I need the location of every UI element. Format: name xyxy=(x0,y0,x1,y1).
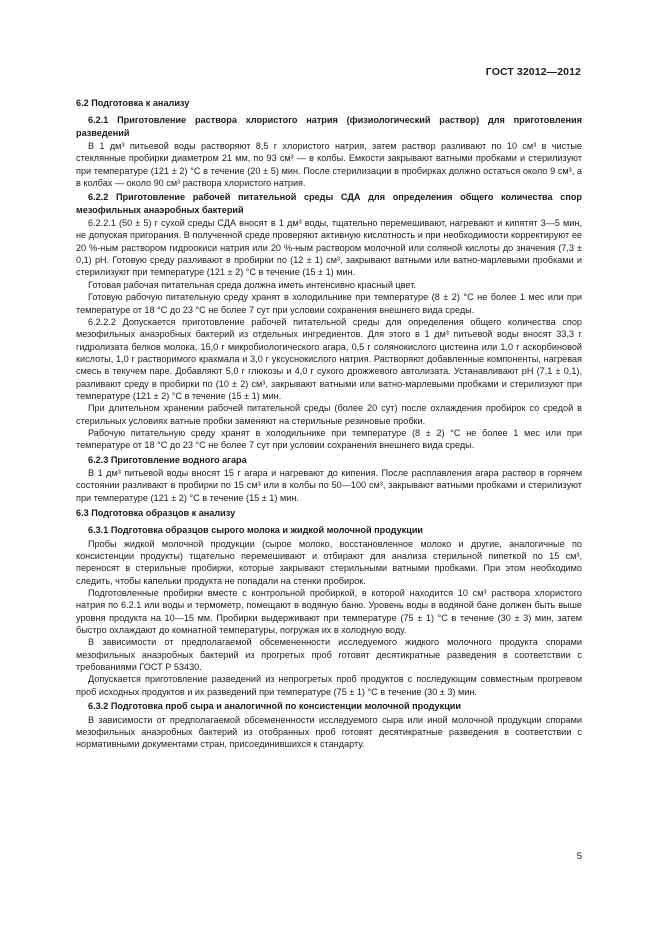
subsection-heading: 6.3.2 Подготовка проб сыра и аналогичной по консистенции молочной продукции xyxy=(88,701,462,712)
section-heading: 6.2 Подготовка к анализу xyxy=(76,98,190,108)
paragraph: В зависимости от предполагаемой обсемененности исследуемого жидкого молочного продукта спорами мезофильных анаэробных бактерий из прогретых проб готовят десятикратные разведения в соответствии с требованиями ГОСТ Р 53430. xyxy=(76,637,582,673)
paragraph: 6.2.2.1 (50 ± 5) г сухой среды СДА вносят в 1 дм³ воды, тщательно перемешивают, нагревают и кипятят 3—5 мин, не допуская пригорания. В полученной среде проверяют активную кислотность и при необходимости корректируют ее 20 %-ным раствором гидроокиси натрия или 20 %-ным раствором молочной или соляной кислоты до значения (7,3 ± 0,1) pH. Готовую среду разливают в пробирки по (12 ± 1) см³, закрывают ватными или ватно-марлевыми пробками и стерилизуют при температуре (121 ± 2) °С в течение (15 ± 1) мин. xyxy=(76,218,582,278)
paragraph: Допускается приготовление разведений из непрогретых проб продуктов с последующим совместным прогревом проб исходных продуктов и их разведений при температуре (75 ± 1) °С в течение (30 ± 3) мин. xyxy=(76,674,582,697)
section-heading: 6.3 Подготовка образцов к анализу xyxy=(76,508,236,518)
paragraph: Пробы жидкой молочной продукции (сырое молоко, восстановленное молоко и другие, аналогичные по консистенции продукты) тщательно перемешивают и отбирают для анализа стерильной пипеткой по 15 см³, переносят в стерильные пробирки, которые закрывают стерильными ватными пробками. При этом необходимо следить, чтобы капельки продукта не попадали на стенки пробирок. xyxy=(76,538,582,586)
subsection-heading: 6.2.2 Приготовление рабочей питательной среды СДА для определения общего количества спор мезофильных анаэробных бактерий xyxy=(76,192,582,215)
subsection-heading: 6.2.1 Приготовление раствора хлористого натрия (физиологический раствор) для приготовления разведений xyxy=(76,115,582,138)
paragraph: Подготовленные пробирки вместе с контрольной пробиркой, в которой находится 10 см³ раствора хлористого натрия по 6.2.1 или воды и термометр, помещают в водяную баню. Уровень воды в водяной бане должен быть выше уровня продукта на 10—15 мм. Пробирки выдерживают при температуре (75 ± 1) °С в течение (30 ± 3) мин, затем быстро охлаждают до комнатной температуры, погружая их в холодную воду. xyxy=(76,588,582,636)
paragraph: Рабочую питательную среду хранят в холодильнике при температуре (8 ± 2) °С не более 1 мес или при температуре от 18 °С до 23 °С не более 7 сут при условии сохранения внешнего вида среды. xyxy=(76,427,582,451)
document-body xyxy=(76,94,582,751)
subsection-heading: 6.3.1 Подготовка образцов сырого молока и жидкой молочной продукции xyxy=(88,525,424,536)
paragraph: При длительном хранении рабочей питательной среды (более 20 сут) после охлаждения пробирок со средой в стерильных условиях ватные пробки заменяют на стерильные резиновые пробки. xyxy=(76,403,582,426)
paragraph: Готовая рабочая питательная среда должна иметь интенсивно красный цвет. xyxy=(88,279,416,290)
paragraph: В зависимости от предполагаемой обсемененности исследуемого сыра или иной молочной продукции спорами мезофильных анаэробных бактерий из отобранных проб готовят десятикратные разведения в соответствии с нормативными документами стран, присоединившихся к стандарту. xyxy=(76,714,582,750)
document-header: ГОСТ 32012—2012 xyxy=(485,66,581,78)
page-number: 5 xyxy=(576,851,582,862)
paragraph: Готовую рабочую питательную среду хранят в холодильнике при температуре (8 ± 2) °С не более 1 мес или при температуре от 18 °С до 23 °С не более 7 сут при условии сохранения внешнего вида среды. xyxy=(76,292,582,315)
paragraph: В 1 дм³ питьевой воды вносят 15 г агара и нагревают до кипения. После расплавления агара раствор в горячем состоянии разливают в пробирки по 15 см³ или в колбы по 50—100 см³, закрывают ватными пробками и стерилизуют при температуре (121 ± 2) °С в течение (15 ± 1) мин. xyxy=(76,467,582,503)
paragraph: В 1 дм³ питьевой воды растворяют 8,5 г хлористого натрия, затем раствор разливают по 10 см³ в чистые стеклянные пробирки диаметром 21 мм, по 93 см³ — в колбы. Емкости закрывают ватными пробками и стерилизуют при температуре (121 ± 2) °С в течение (20 ± 5) мин. После стерилизации в пробирках должно остаться около 9 см³, а в колбах — около 90 см³ раствора хлористого натрия. xyxy=(76,141,582,189)
subsection-heading: 6.2.3 Приготовление водного агара xyxy=(88,454,247,465)
paragraph: 6.2.2.2 Допускается приготовление рабочей питательной среды для определения общего количества спор мезофильных анаэробных бактерий из отдельных ингредиентов. Для этого в 1 дм³ питьевой воды вносят 33,3 г гидролизата белков молока, 15,0 г микробиологического агара, 0,5 г солянокислого цистеина или 1,0 г аскорбиновой кислоты, 1,0 г растворимого крахмала и 3,0 г уксуснокислого натрия. Растворяют добавленные компоненты, нагревая смесь в текучем паре. Добавляют 5,0 г глюкозы и 4,0 г сухого дрожжевого автолизата. Устанавливают pH (7,1 ± 0,1), разливают среду в пробирки по (10 ± 2) см³, закрывают ватными или ватно-марлевыми пробками и стерилизуют при температуре (121 ± 2) °С в течение (15 ± 1) мин. xyxy=(76,316,582,401)
